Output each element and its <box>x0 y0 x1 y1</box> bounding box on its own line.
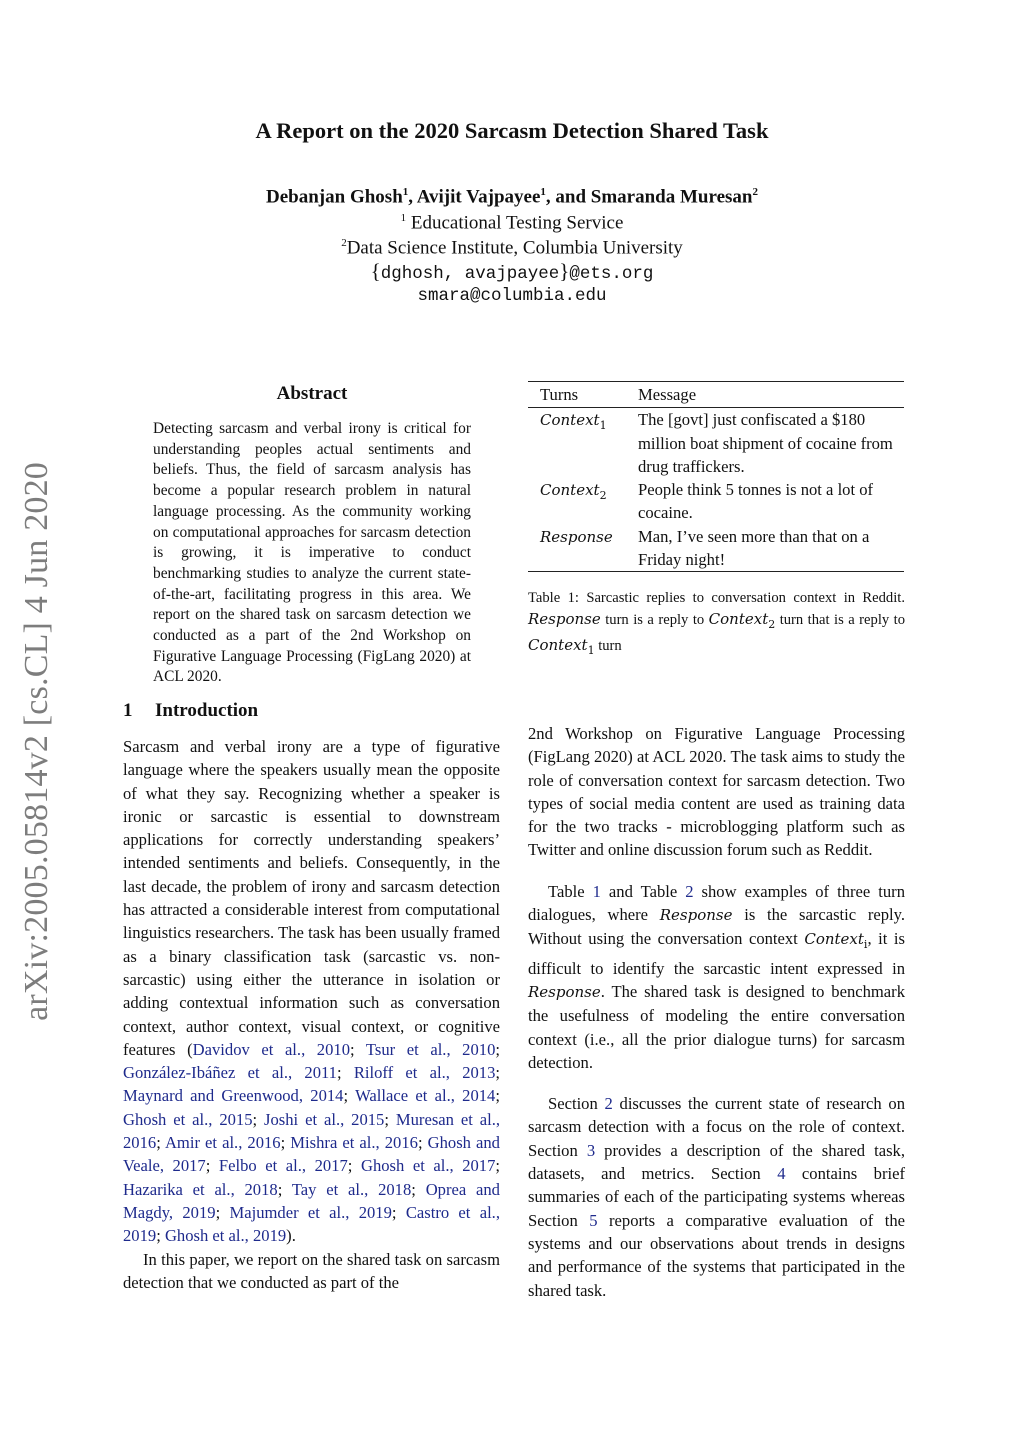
table-1-caption <box>528 588 905 662</box>
citation-link[interactable]: Muresan et al., 2016 <box>123 1109 501 1153</box>
turn-label <box>540 528 613 546</box>
section-ref-link[interactable]: 5 <box>589 1210 598 1230</box>
affiliation-1-sup: 1 <box>400 212 407 224</box>
caption-math <box>528 636 595 657</box>
table-cell-turn <box>528 408 626 478</box>
caption-text: turn that is a reply to <box>775 611 905 628</box>
affiliation-1 <box>0 212 1024 234</box>
section-ref-link[interactable]: 3 <box>586 1140 596 1160</box>
turn-name: Context <box>540 411 600 430</box>
author-3: , and Smaranda Muresan <box>545 186 753 208</box>
p5-text: reports a comparative evaluation of the systems and our observations about trends in designs and performance of the systems that participated in the shared task. <box>528 1210 905 1300</box>
intro-p1-text: Sarcasm and verbal irony are a type of figurative language where the speakers usually mean the opposite of what they say. Recognizing whether a speaker is ironic or sarcastic is essential to downstream applications for correctly understanding speakers’ intended sentiments and beliefs. Consequently, in the last decade, the problem of irony and sarcasm detection has attracted a considerable interest from computational linguistics researchers. The task has been usually framed as a binary classification task (sarcastic vs. non-sarcastic) using either the utterance in isolation or adding contextual information such as conversation context, author context, visual context, or cognitive features ( <box>123 737 500 1059</box>
caption-text: turn is a reply to <box>600 611 709 628</box>
turn-name: Context <box>540 481 600 500</box>
table-ref-link[interactable]: 1 <box>592 881 601 901</box>
section-number: 1 <box>123 700 133 721</box>
citation-link[interactable]: Wallace et al., 2014 <box>355 1086 496 1106</box>
email-columbia[interactable]: smara@columbia.edu <box>417 286 607 306</box>
p4-math-name: Context <box>804 930 864 949</box>
paragraph-gap <box>528 862 905 880</box>
intro-paragraph-1 <box>123 735 500 1248</box>
affiliation-1-name: Educational Testing Service <box>406 212 624 234</box>
citation-link[interactable]: Ghosh et al., 2017 <box>360 1156 496 1176</box>
p4-text: Table <box>548 881 593 901</box>
table-cell-message: The [govt] just confiscated a $180 million boat shipment of cocaine from drug traffickers. <box>638 410 893 476</box>
turn-name: Response <box>540 527 613 546</box>
email-brace-open: { <box>370 259 381 283</box>
citation-link[interactable]: Tsur et al., 2010 <box>365 1039 496 1059</box>
author-3-affil: 2 <box>752 186 758 198</box>
citation-link[interactable]: Mishra et al., 2016 <box>290 1133 418 1153</box>
right-column-body <box>528 722 905 1302</box>
citation-link[interactable]: Oprea and Magdy, 2019 <box>123 1179 500 1222</box>
p4-text: and Table <box>600 881 686 901</box>
table-row <box>528 478 904 525</box>
p4-text: , it is difficult to identify the sarcastic intent expressed in <box>528 929 905 978</box>
p5-text: contains brief summaries of each of the participating systems whereas Section <box>528 1164 905 1230</box>
caption-text: turn <box>594 638 622 654</box>
turn-subscript: 1 <box>599 419 607 433</box>
citation-link[interactable]: Maynard and Greenwood, 2014 <box>123 1086 344 1106</box>
citation-link[interactable]: Amir et al., 2016 <box>164 1133 281 1153</box>
intro-paragraph-5 <box>528 1092 905 1302</box>
section-ref-link[interactable]: 2 <box>604 1094 613 1114</box>
citation-link[interactable]: Tay et al., 2018 <box>291 1179 412 1199</box>
table-row <box>528 408 904 478</box>
intro-paragraph-4 <box>528 880 905 1074</box>
affiliation-2-sup: 2 <box>341 237 347 249</box>
table-cell-message: Man, I’ve seen more than that on a Friday night! <box>626 525 904 572</box>
table-1 <box>528 381 904 572</box>
paragraph-gap <box>528 1074 905 1092</box>
p4-math: Response <box>659 906 733 925</box>
email-domain: @ets.org <box>569 264 654 284</box>
citation-link[interactable]: Hazarika et al., 2018 <box>123 1179 278 1199</box>
affiliation-2-name: Data Science Institute, Columbia University <box>346 237 683 259</box>
turn-subscript: 2 <box>599 489 607 503</box>
affiliation-2 <box>0 237 1024 259</box>
citation-link[interactable]: Felbo et al., 2017 <box>218 1156 348 1176</box>
citation-link[interactable]: Ghosh et al., 2015 <box>123 1109 253 1129</box>
intro-paragraph-3: 2nd Workshop on Figurative Language Processing (FigLang 2020) at ACL 2020. The task aims to study the role of conversation context for sarcasm detection. Two types of social media content are used as training data for the two tracks - microblogging platform such as Twitter and online discussion forum such as Reddit. <box>528 724 905 860</box>
left-column-body <box>123 735 500 1294</box>
p4-math <box>804 930 868 952</box>
citation-list: Davidov et al., 2010; Tsur et al., 2010; González-Ibáñez et al., 2011; Riloff et al., 2013; Maynard and Greenwood, 2014; Wallace et al., 2014; Ghosh et al., 2015; Joshi et al., 2015; Muresan et al., 2016; Amir et al., 2016; Mishra et al., 2016; Ghosh and Veale, 2017; Felbo et al., 2017; Ghosh et al., 2017; Hazarika et al., 2018; Tay et al., 2018; Oprea and Magdy, 2019; Majumder et al., 2019; Castro et al., 2019; Ghosh et al., 2019 <box>123 1039 501 1246</box>
p5-text: discusses the current state of research on sarcasm detection with a focus on the role of context. Section <box>528 1094 905 1160</box>
table-cell-turn <box>528 525 626 572</box>
caption-math-sub: 1 <box>587 644 595 657</box>
caption-math-name: Context <box>528 636 588 654</box>
turn-label <box>540 411 607 433</box>
section-title: Introduction <box>155 700 259 721</box>
caption-math-sub: 2 <box>768 617 776 631</box>
citation-link[interactable]: Davidov et al., 2010 <box>192 1039 350 1059</box>
table-header-message: Message <box>626 382 904 408</box>
table-ref-link[interactable]: 2 <box>685 881 694 901</box>
email-brace-close: } <box>559 259 570 283</box>
author-2-affil: 1 <box>540 186 546 198</box>
table-header-row <box>528 382 904 408</box>
p4-text: show examples of three turn dialogues, where <box>528 881 905 925</box>
caption-math: Response <box>528 609 601 628</box>
citation-link[interactable]: Ghosh et al., 2019 <box>164 1226 287 1246</box>
abstract-heading: Abstract <box>276 383 348 404</box>
intro-p1-end: ). <box>286 1226 296 1246</box>
turn-label <box>540 481 607 503</box>
paper-title: A Report on the 2020 Sarcasm Detection Shared Task <box>255 118 769 143</box>
citation-link[interactable]: Majumder et al., 2019 <box>229 1202 392 1222</box>
p4-math: Response <box>528 982 601 1001</box>
citation-link[interactable]: Riloff et al., 2013 <box>353 1063 496 1083</box>
table-cell-message: People think 5 tonnes is not a lot of cocaine. <box>638 480 874 523</box>
p5-text: provides a description of the shared task, datasets, and metrics. Section <box>528 1140 905 1184</box>
citation-link[interactable]: González-Ibáñez et al., 2011 <box>123 1063 337 1083</box>
email-ets[interactable] <box>0 259 1024 284</box>
p4-math-sub: i <box>863 938 868 952</box>
intro-paragraph-2: In this paper, we report on the shared task on sarcasm detection that we conducted as part of the <box>123 1249 500 1292</box>
arxiv-stamp: arXiv:2005.05814v2 [cs.CL] 4 Jun 2020 <box>18 462 55 1021</box>
caption-math-name: Context <box>708 609 769 628</box>
author-1: Debanjan Ghosh <box>266 186 403 208</box>
citation-link[interactable]: Joshi et al., 2015 <box>264 1109 385 1129</box>
caption-math <box>708 609 776 631</box>
abstract-text: Detecting sarcasm and verbal irony is critical for understanding peoples actual sentiments and beliefs. Thus, the field of sarcasm analysis has become a popular research problem in natural language processing. As the community working on computational approaches for sarcasm detection is growing, it is imperative to conduct benchmarking studies to analyze the current state-of-the-art, facilitating progress in this area. We report on the shared task on sarcasm detection we conducted as a part of the 2nd Workshop on Figurative Language Processing (FigLang 2020) at ACL 2020. <box>153 420 471 686</box>
p5-text: Section <box>548 1094 605 1114</box>
author-list <box>0 186 1024 208</box>
p4-text: is the sarcastic reply. Without using the conversation context <box>528 905 905 949</box>
author-2: , Avijit Vajpayee <box>408 186 541 208</box>
table-cell-turn <box>528 478 626 525</box>
table-row <box>528 525 904 572</box>
section-1-heading <box>123 700 258 722</box>
citation-link[interactable]: Ghosh and Veale, 2017 <box>123 1133 500 1176</box>
section-ref-link[interactable]: 4 <box>777 1164 786 1184</box>
author-1-affil: 1 <box>402 186 409 198</box>
caption-text: Table 1: Sarcastic replies to conversation context in Reddit. <box>528 590 905 606</box>
p4-text: . The shared task is designed to benchmark the usefulness of modeling the entire conversation context (i.e., all the prior dialogue turns) for sarcasm detection. <box>528 981 905 1072</box>
email-usernames: dghosh, avajpayee <box>380 264 560 284</box>
table-header-turns: Turns <box>528 382 626 408</box>
citation-link[interactable]: Castro et al., 2019 <box>123 1202 500 1246</box>
